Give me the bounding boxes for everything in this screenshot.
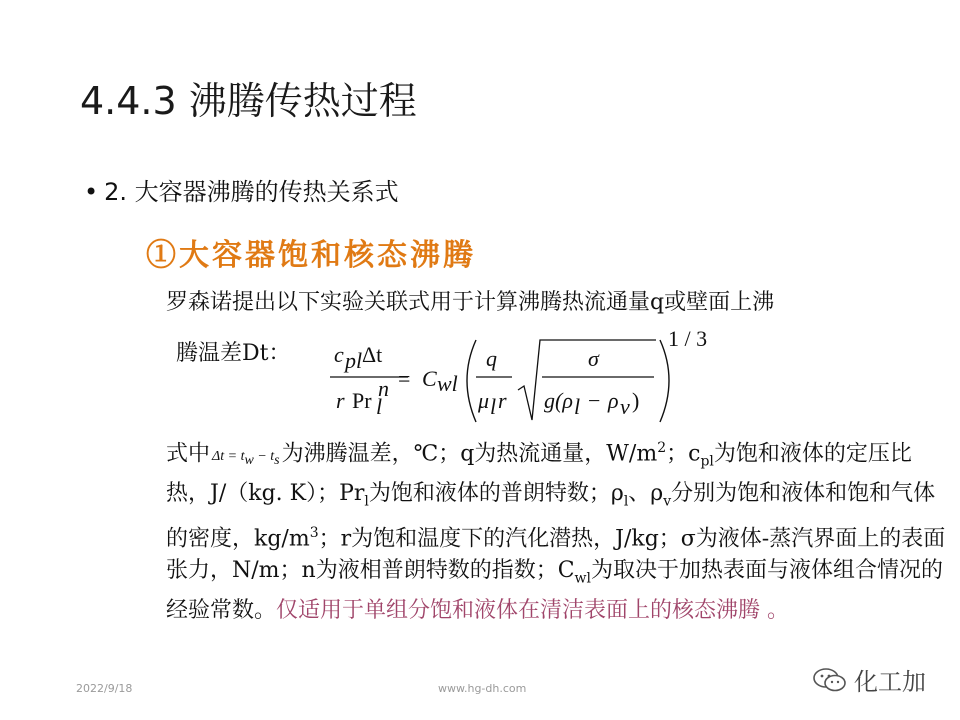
para-text: 为沸腾温差，℃；q为热流通量，W/m <box>281 441 658 467</box>
delta-sub-s: s <box>274 453 280 469</box>
inner-denominator-r: r <box>498 388 507 413</box>
watermark <box>812 662 926 697</box>
para-text: ；c <box>666 441 701 467</box>
inner-numerator-q: q <box>486 346 497 371</box>
equals-sign: = <box>398 366 411 391</box>
sqrt-denominator-sub2: v <box>620 394 630 419</box>
inner-denominator-mu: μ <box>478 388 490 413</box>
bullet-text: 2. 大容器沸腾的传热关系式 <box>104 178 399 206</box>
subscript: v <box>663 493 672 510</box>
para-text: 式中 <box>166 441 211 467</box>
wechat-icon <box>812 666 848 694</box>
delta-t-expression <box>212 449 280 469</box>
subscript: l <box>623 493 629 510</box>
footer-date: 2022/9/18 <box>76 682 133 695</box>
para-text: 为取决于加热表面与液体组合情况的经验常数。 <box>166 558 944 623</box>
highlighted-note: 仅适用于单组分饱和液体在清洁表面上的核态沸腾 。 <box>276 597 790 623</box>
sqrt-numerator-sigma: σ <box>588 346 599 371</box>
delta-expr: Δt = t <box>212 449 245 465</box>
sqrt-denominator-g: g(ρ <box>544 388 573 413</box>
superscript: 2 <box>657 440 667 456</box>
lhs-numerator-dt: Δt <box>362 342 383 367</box>
delta-sub-w: w <box>244 453 254 469</box>
exponent: 1 / 3 <box>668 330 708 351</box>
sqrt-denominator-sub1: l <box>574 394 581 419</box>
lhs-denominator-sup: n <box>378 376 389 401</box>
sqrt-denominator-minus: − <box>588 388 601 413</box>
intro-line-2: 腾温差Dt： <box>176 341 291 366</box>
footer-url: www.hg-dh.com <box>438 682 527 695</box>
subheading: ①大容器饱和核态沸腾 <box>146 238 476 273</box>
lhs-denominator-sub: l <box>376 394 383 419</box>
explanation-paragraph <box>166 432 946 627</box>
lhs-denominator-pr: Pr <box>352 388 372 413</box>
subscript: l <box>364 493 369 510</box>
delta-minus: − t <box>253 449 275 465</box>
coef-c: C <box>422 366 437 391</box>
left-paren <box>467 340 476 422</box>
para-text: 、ρ <box>628 480 664 506</box>
rohsenow-formula <box>326 330 716 430</box>
para-text: ；r为饱和温度下的汽化潜热，J/kg；σ为液体-蒸汽界面上的表面张力，N/m；n为液相普朗特数的指数；C <box>166 526 946 584</box>
intro-line-1: 罗森诺提出以下实验关联式用于计算沸腾热流通量q或壁面上沸 <box>166 290 775 315</box>
lhs-numerator-sub: pl <box>345 348 363 373</box>
subscript: wl <box>574 570 591 587</box>
bullet-item <box>84 172 399 207</box>
subscript: pl <box>700 453 714 470</box>
superscript: 3 <box>309 525 319 542</box>
coef-sub: wl <box>437 371 458 396</box>
right-paren <box>660 340 669 422</box>
para-text: 分别为饱和液体和饱和气体的密度，kg/m <box>166 480 936 552</box>
inner-denominator-sub: l <box>490 394 497 419</box>
para-text: 为饱和液体的普朗特数；ρ <box>368 480 624 506</box>
para-text: 为饱和液体的定压比热，J/（kg. K）；Pr <box>166 441 912 506</box>
slide-title: 4.4.3 沸腾传热过程 <box>80 79 417 123</box>
bullet-marker: • <box>84 178 99 206</box>
lhs-denominator-r: r <box>336 388 345 413</box>
watermark-text: 化工加 <box>854 668 926 696</box>
sqrt-denominator-rho: ρ <box>608 388 619 413</box>
sqrt-denominator-close: ) <box>632 388 640 413</box>
lhs-numerator-c: c <box>334 342 344 367</box>
